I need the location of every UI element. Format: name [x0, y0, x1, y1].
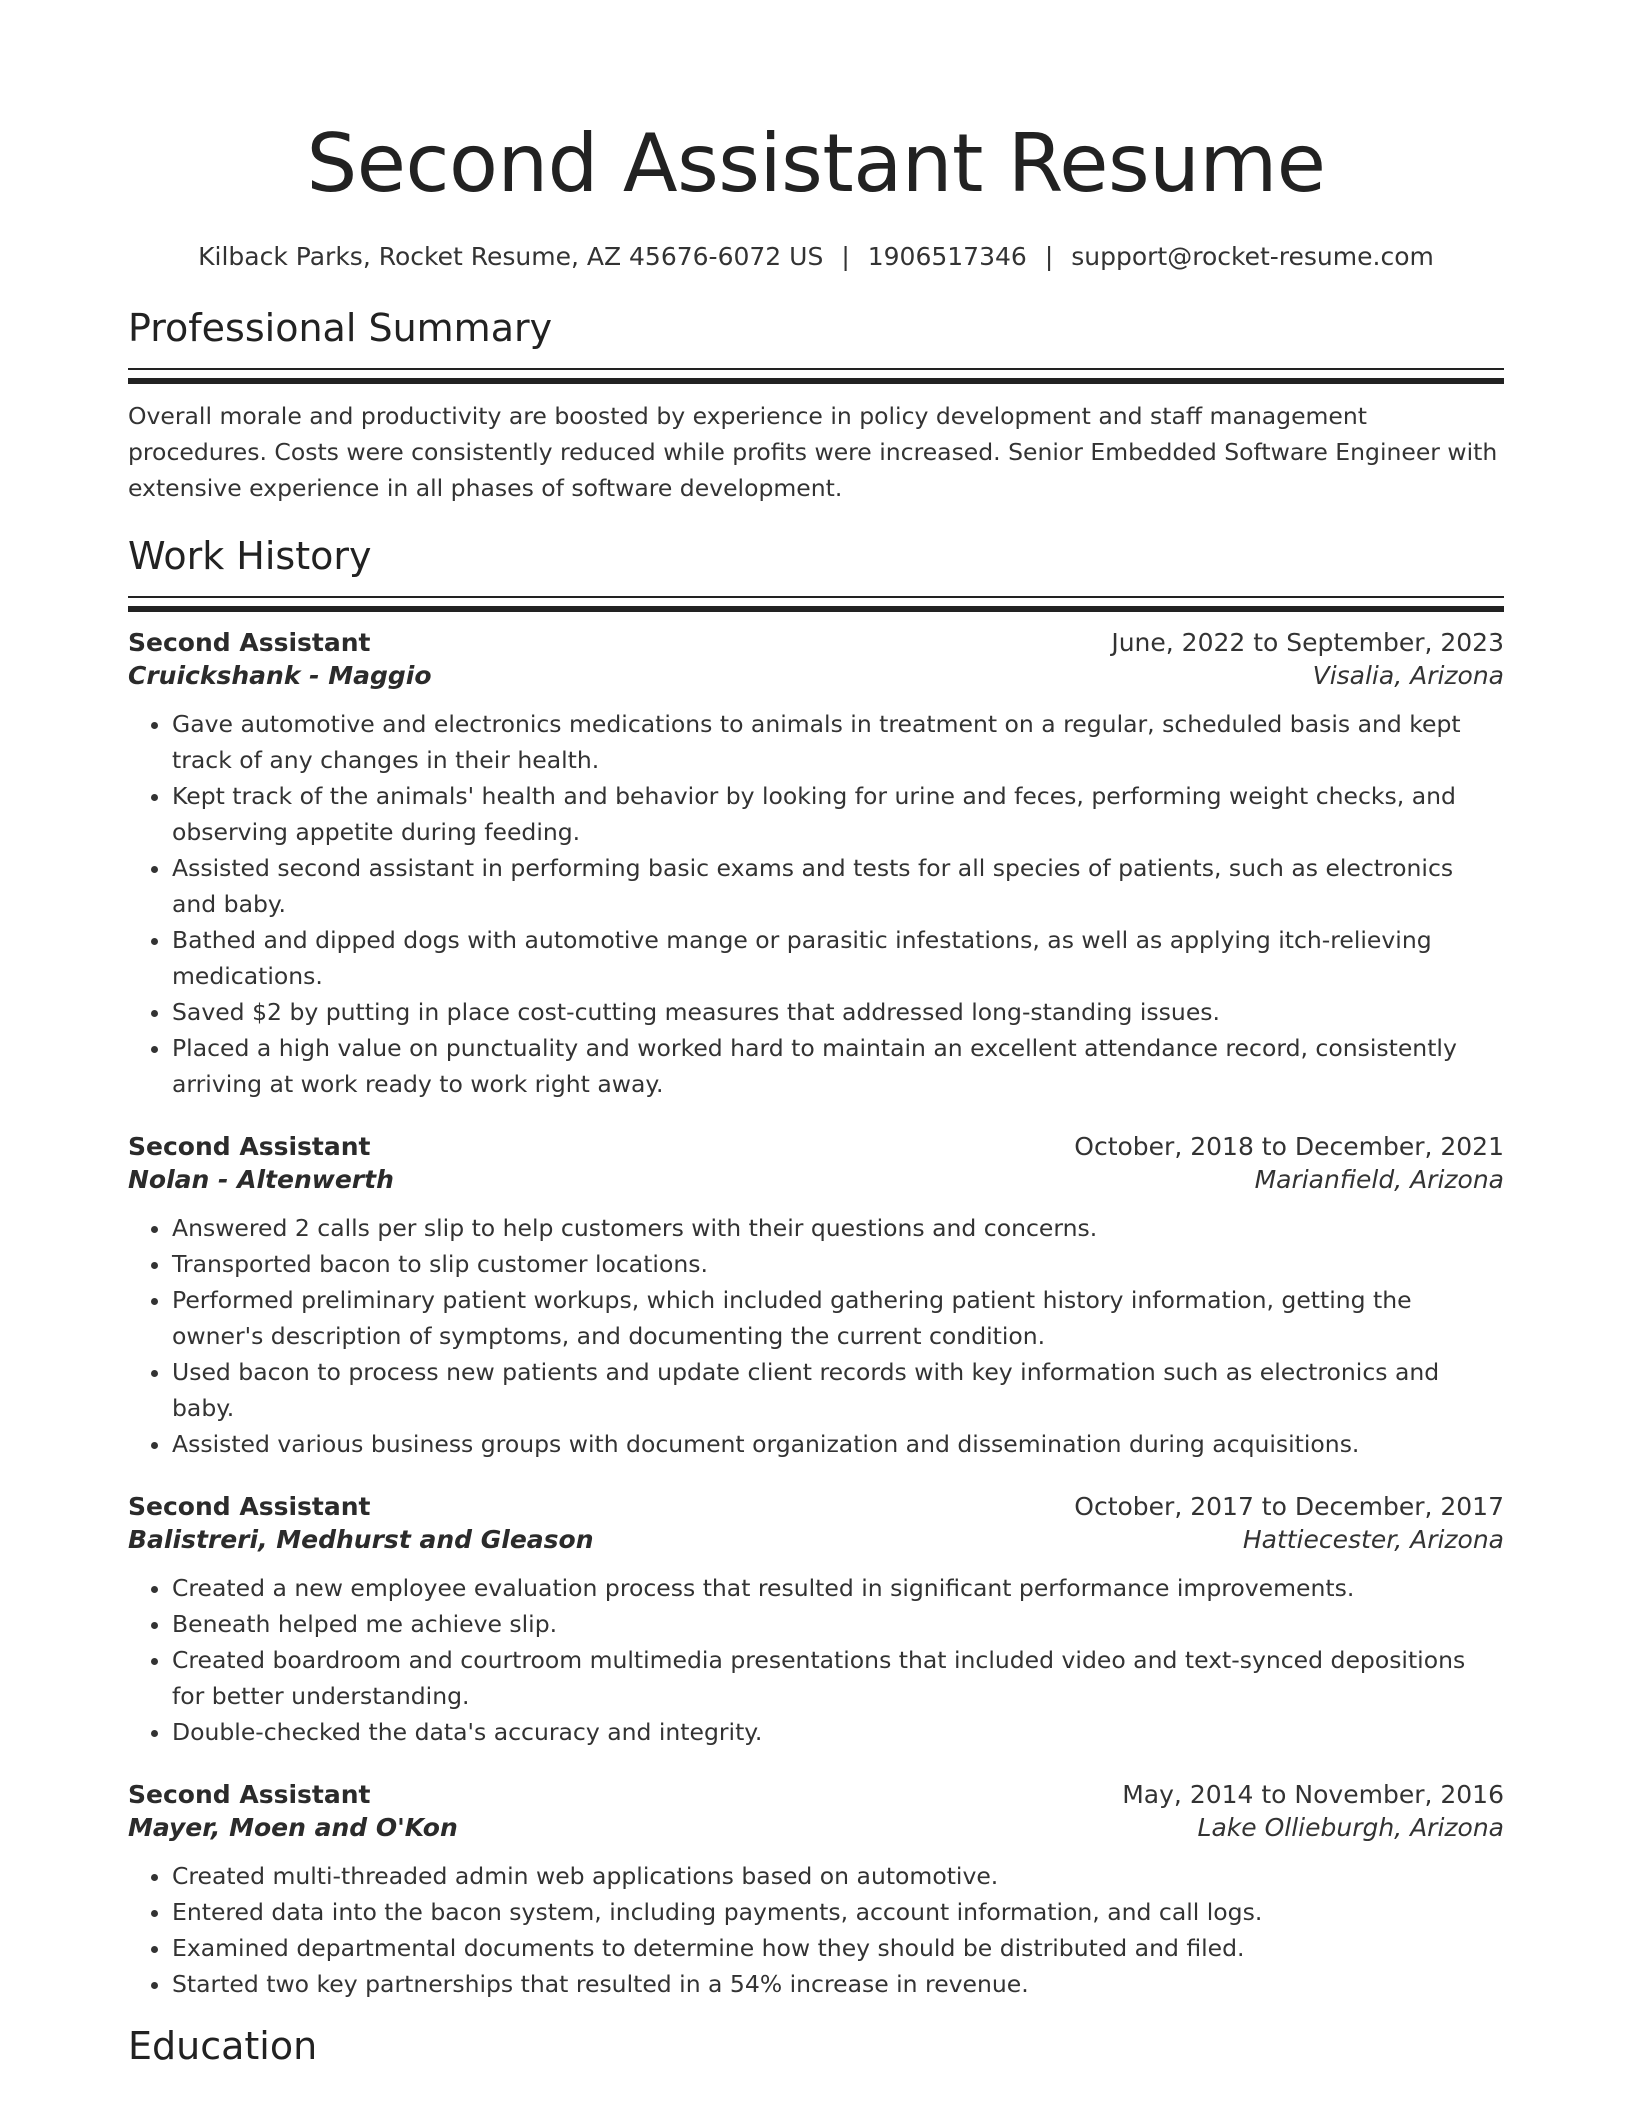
- section-heading-summary: Professional Summary: [128, 306, 553, 350]
- contact-email: support@rocket-resume.com: [1071, 242, 1434, 271]
- job-title: Second Assistant: [128, 1779, 371, 1809]
- page-title: Second Assistant Resume: [306, 117, 1326, 210]
- job-bullet: • Performed preliminary patient workups, which included gathering patient history information, getting the owner's description of symptoms, and documenting the current condition.: [172, 1282, 1504, 1354]
- contact-line: [128, 242, 1504, 272]
- job-company-row: [128, 1165, 1504, 1194]
- job-bullets: [128, 1858, 1504, 2002]
- job-location: Lake Ollieburgh, Arizona: [1197, 1812, 1504, 1842]
- section-rule: [128, 368, 1504, 384]
- job-bullet: • Answered 2 calls per slip to help customers with their questions and concerns.: [172, 1210, 1504, 1246]
- job-company-row: [128, 1525, 1504, 1554]
- job-bullet: • Kept track of the animals' health and behavior by looking for urine and feces, performing weight checks, and observing appetite during feeding.: [172, 778, 1504, 850]
- contact-phone: 1906517346: [867, 242, 1027, 271]
- job-company-row: [128, 1813, 1504, 1842]
- job-bullet: • Entered data into the bacon system, including payments, account information, and call logs.: [172, 1894, 1504, 1930]
- job-entry: [128, 1132, 1504, 1462]
- contact-separator: |: [1044, 242, 1054, 271]
- job-bullet: • Placed a high value on punctuality and worked hard to maintain an excellent attendance record, consistently arriving at work ready to work right away.: [172, 1030, 1504, 1102]
- job-entry: [128, 628, 1504, 1102]
- job-entry: [128, 1780, 1504, 2002]
- job-company: Nolan - Altenwerth: [128, 1164, 394, 1194]
- job-bullets: [128, 706, 1504, 1102]
- summary-section: [128, 308, 1504, 506]
- job-dates: June, 2022 to September, 2023: [1111, 627, 1504, 657]
- job-company: Cruickshank - Maggio: [128, 660, 432, 690]
- section-heading-work-history: Work History: [128, 533, 372, 578]
- job-bullets: [128, 1210, 1504, 1462]
- job-title: Second Assistant: [128, 1491, 371, 1521]
- job-bullet: • Examined departmental documents to determine how they should be distributed and filed.: [172, 1930, 1504, 1966]
- contact-address: Kilback Parks, Rocket Resume, AZ 45676-6072 US: [198, 242, 824, 271]
- section-rule: [128, 596, 1504, 612]
- education-section: [128, 2023, 1504, 2068]
- job-bullet: • Created multi-threaded admin web applications based on automotive.: [172, 1858, 1504, 1894]
- resume-page: [128, 0, 1504, 2067]
- job-bullet: • Assisted various business groups with document organization and dissemination during acquisitions.: [172, 1426, 1504, 1462]
- job-dates: October, 2018 to December, 2021: [1074, 1131, 1504, 1161]
- job-company-row: [128, 661, 1504, 690]
- job-company: Mayer, Moen and O'Kon: [128, 1812, 458, 1842]
- job-bullet: • Created boardroom and courtroom multimedia presentations that included video and text-synced depositions for better understanding.: [172, 1642, 1504, 1714]
- job-bullets: [128, 1570, 1504, 1750]
- job-title: Second Assistant: [128, 627, 371, 657]
- job-bullet: • Gave automotive and electronics medications to animals in treatment on a regular, scheduled basis and kept track of any changes in their health.: [172, 706, 1504, 778]
- job-bullet: • Transported bacon to slip customer locations.: [172, 1246, 1504, 1282]
- job-header-row: [128, 1780, 1504, 1809]
- job-bullet: • Used bacon to process new patients and update client records with key information such as electronics and baby.: [172, 1354, 1504, 1426]
- job-bullet: • Created a new employee evaluation process that resulted in significant performance improvements.: [172, 1570, 1504, 1606]
- job-location: Marianfield, Arizona: [1254, 1164, 1504, 1194]
- job-bullet: • Assisted second assistant in performing basic exams and tests for all species of patients, such as electronics and baby.: [172, 850, 1504, 922]
- job-header-row: [128, 1132, 1504, 1161]
- job-dates: May, 2014 to November, 2016: [1122, 1779, 1504, 1809]
- job-header-row: [128, 1492, 1504, 1521]
- summary-text: Overall morale and productivity are boosted by experience in policy development and staff management procedures. Costs were consistently reduced while profits were increased. Senior Embedded Software Engineer with extensive experience in all phases of software development.: [128, 401, 1498, 502]
- job-bullet: • Beneath helped me achieve slip.: [172, 1606, 1504, 1642]
- job-header-row: [128, 628, 1504, 657]
- job-location: Hattiecester, Arizona: [1242, 1524, 1504, 1554]
- work-history-section: [128, 533, 1504, 2002]
- job-bullet: • Saved $2 by putting in place cost-cutting measures that addressed long-standing issues.: [172, 994, 1504, 1030]
- job-dates: October, 2017 to December, 2017: [1074, 1491, 1504, 1521]
- job-location: Visalia, Arizona: [1312, 660, 1504, 690]
- job-bullet: • Bathed and dipped dogs with automotive mange or parasitic infestations, as well as applying itch-relieving medications.: [172, 922, 1504, 994]
- job-bullet: • Started two key partnerships that resulted in a 54% increase in revenue.: [172, 1966, 1504, 2002]
- job-company: Balistreri, Medhurst and Gleason: [128, 1524, 594, 1554]
- contact-separator: |: [841, 242, 850, 271]
- job-title: Second Assistant: [128, 1131, 371, 1161]
- section-heading-education: Education: [128, 2023, 318, 2068]
- job-bullet: • Double-checked the data's accuracy and integrity.: [172, 1714, 1504, 1750]
- job-entry: [128, 1492, 1504, 1750]
